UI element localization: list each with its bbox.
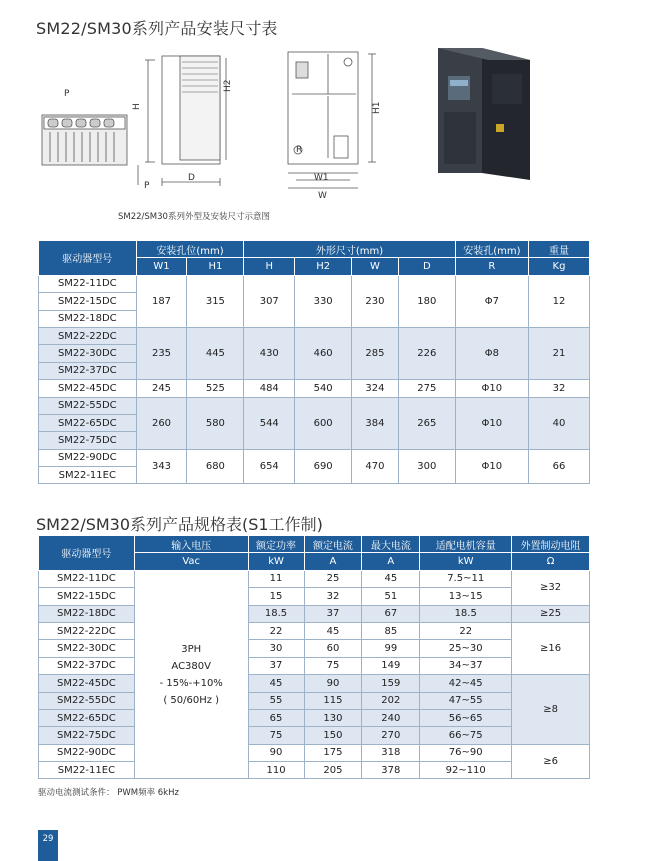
value-cell: 21 bbox=[528, 327, 589, 379]
value-cell: 445 bbox=[187, 327, 244, 379]
current-cell: 150 bbox=[304, 727, 362, 744]
value-cell: 235 bbox=[136, 327, 187, 379]
header-d: D bbox=[398, 258, 455, 275]
value-cell: 540 bbox=[295, 380, 352, 397]
header-hole: 安装孔(mm) bbox=[455, 241, 528, 258]
top-view bbox=[42, 115, 127, 165]
spec-table-body bbox=[39, 570, 590, 779]
table-row bbox=[39, 588, 590, 605]
value-cell: 580 bbox=[187, 397, 244, 449]
voltage-line: - 15%-+10% bbox=[159, 677, 223, 689]
current-cell: 25 bbox=[304, 570, 362, 587]
model-cell: SM22-37DC bbox=[39, 362, 137, 379]
current-cell: 130 bbox=[304, 709, 362, 726]
product-photo bbox=[438, 48, 530, 180]
current-cell: 60 bbox=[304, 640, 362, 657]
table-row bbox=[39, 762, 590, 779]
table-row bbox=[39, 397, 590, 414]
header-kg: Kg bbox=[528, 258, 589, 275]
power-cell: 15 bbox=[248, 588, 304, 605]
max-current-cell: 85 bbox=[362, 622, 420, 639]
value-cell: 600 bbox=[295, 397, 352, 449]
side-view bbox=[138, 56, 226, 186]
table-row bbox=[39, 692, 590, 709]
brake-cell: ≥16 bbox=[512, 622, 590, 674]
model-cell: SM22-30DC bbox=[39, 345, 137, 362]
model-cell: SM22-11EC bbox=[39, 467, 137, 484]
front-view bbox=[288, 52, 376, 188]
page-title: SM22/SM30系列产品安装尺寸表 bbox=[36, 19, 278, 38]
motor-cell: 7.5~11 bbox=[420, 570, 512, 587]
motor-cell: 66~75 bbox=[420, 727, 512, 744]
model-cell: SM22-90DC bbox=[39, 449, 137, 466]
header-brake: 外置制动电阻 bbox=[512, 536, 590, 553]
dimension-drawing bbox=[30, 40, 630, 215]
model-cell: SM22-15DC bbox=[39, 293, 137, 310]
model-cell: SM22-22DC bbox=[39, 327, 137, 344]
brake-cell: ≥25 bbox=[512, 605, 590, 622]
motor-cell: 76~90 bbox=[420, 744, 512, 761]
table-row bbox=[39, 605, 590, 622]
value-cell: Φ8 bbox=[455, 327, 528, 379]
motor-cell: 42~45 bbox=[420, 675, 512, 692]
model-cell: SM22-45DC bbox=[39, 380, 137, 397]
current-cell: 115 bbox=[304, 692, 362, 709]
header-ohm: Ω bbox=[512, 553, 590, 570]
header-r: R bbox=[455, 258, 528, 275]
model-cell: SM22-75DC bbox=[39, 727, 135, 744]
value-cell: 384 bbox=[352, 397, 399, 449]
model-cell: SM22-55DC bbox=[39, 397, 137, 414]
max-current-cell: 240 bbox=[362, 709, 420, 726]
model-cell: SM22-75DC bbox=[39, 432, 137, 449]
table-row bbox=[39, 327, 590, 344]
header-model: 驱动器型号 bbox=[39, 241, 137, 276]
model-cell: SM22-11DC bbox=[39, 275, 137, 292]
voltage-line: ( 50/60Hz ) bbox=[163, 694, 220, 706]
value-cell: Φ10 bbox=[455, 449, 528, 484]
model-cell: SM22-90DC bbox=[39, 744, 135, 761]
header-current: 额定电流 bbox=[304, 536, 362, 553]
motor-cell: 47~55 bbox=[420, 692, 512, 709]
brake-cell: ≥6 bbox=[512, 744, 590, 779]
power-cell: 110 bbox=[248, 762, 304, 779]
value-cell: 690 bbox=[295, 449, 352, 484]
label-h2: H2 bbox=[223, 79, 233, 92]
label-h1: H1 bbox=[372, 101, 382, 114]
model-cell: SM22-15DC bbox=[39, 588, 135, 605]
value-cell: 265 bbox=[398, 397, 455, 449]
model-cell: SM22-30DC bbox=[39, 640, 135, 657]
table-row bbox=[39, 744, 590, 761]
header-motor-kw: kW bbox=[420, 553, 512, 570]
power-cell: 55 bbox=[248, 692, 304, 709]
label-p-bottom: P bbox=[144, 181, 150, 191]
label-d: D bbox=[188, 173, 195, 183]
model-cell: SM22-65DC bbox=[39, 709, 135, 726]
max-current-cell: 67 bbox=[362, 605, 420, 622]
voltage-line: AC380V bbox=[171, 660, 211, 672]
header-kw: kW bbox=[248, 553, 304, 570]
install-table-body bbox=[39, 275, 590, 484]
max-current-cell: 270 bbox=[362, 727, 420, 744]
value-cell: 315 bbox=[187, 275, 244, 327]
table-row bbox=[39, 727, 590, 744]
model-cell: SM22-11EC bbox=[39, 762, 135, 779]
table-row bbox=[39, 675, 590, 692]
value-cell: 12 bbox=[528, 275, 589, 327]
value-cell: 324 bbox=[352, 380, 399, 397]
model-cell: SM22-18DC bbox=[39, 310, 137, 327]
header-a: A bbox=[304, 553, 362, 570]
figure-caption: SM22/SM30系列外型及安装尺寸示意图 bbox=[118, 212, 270, 222]
power-cell: 18.5 bbox=[248, 605, 304, 622]
motor-cell: 22 bbox=[420, 622, 512, 639]
model-cell: SM22-55DC bbox=[39, 692, 135, 709]
model-cell: SM22-18DC bbox=[39, 605, 135, 622]
value-cell: 40 bbox=[528, 397, 589, 449]
brake-cell: ≥8 bbox=[512, 675, 590, 745]
label-w1: W1 bbox=[314, 173, 329, 183]
value-cell: 187 bbox=[136, 275, 187, 327]
motor-cell: 13~15 bbox=[420, 588, 512, 605]
header-max-current: 最大电流 bbox=[362, 536, 420, 553]
header-outer: 外形尺寸(mm) bbox=[244, 241, 455, 258]
header-h: H bbox=[244, 258, 295, 275]
label-r: R bbox=[296, 145, 303, 155]
max-current-cell: 51 bbox=[362, 588, 420, 605]
table-row bbox=[39, 275, 590, 292]
current-cell: 90 bbox=[304, 675, 362, 692]
table-row bbox=[39, 622, 590, 639]
header-mount: 安装孔位(mm) bbox=[136, 241, 244, 258]
table-row bbox=[39, 657, 590, 674]
power-cell: 90 bbox=[248, 744, 304, 761]
model-cell: SM22-45DC bbox=[39, 675, 135, 692]
test-condition-note: 驱动电流测试条件： PWM频率 6kHz bbox=[38, 788, 179, 798]
power-cell: 75 bbox=[248, 727, 304, 744]
value-cell: 544 bbox=[244, 397, 295, 449]
motor-cell: 56~65 bbox=[420, 709, 512, 726]
max-current-cell: 378 bbox=[362, 762, 420, 779]
spec-title: SM22/SM30系列产品规格表(S1工作制) bbox=[36, 515, 323, 534]
value-cell: 460 bbox=[295, 327, 352, 379]
label-p-top: P bbox=[64, 89, 70, 99]
value-cell: 275 bbox=[398, 380, 455, 397]
value-cell: 654 bbox=[244, 449, 295, 484]
voltage-cell bbox=[134, 570, 248, 779]
table-row bbox=[39, 380, 590, 397]
current-cell: 45 bbox=[304, 622, 362, 639]
header-model: 驱动器型号 bbox=[39, 536, 135, 571]
max-current-cell: 159 bbox=[362, 675, 420, 692]
power-cell: 11 bbox=[248, 570, 304, 587]
max-current-cell: 45 bbox=[362, 570, 420, 587]
page-number: 29 bbox=[38, 830, 58, 861]
header-weight: 重量 bbox=[528, 241, 589, 258]
value-cell: 32 bbox=[528, 380, 589, 397]
value-cell: 430 bbox=[244, 327, 295, 379]
model-cell: SM22-22DC bbox=[39, 622, 135, 639]
current-cell: 205 bbox=[304, 762, 362, 779]
current-cell: 175 bbox=[304, 744, 362, 761]
model-cell: SM22-11DC bbox=[39, 570, 135, 587]
header-a-max: A bbox=[362, 553, 420, 570]
value-cell: 285 bbox=[352, 327, 399, 379]
current-cell: 32 bbox=[304, 588, 362, 605]
power-cell: 37 bbox=[248, 657, 304, 674]
power-cell: 22 bbox=[248, 622, 304, 639]
value-cell: 343 bbox=[136, 449, 187, 484]
brake-cell: ≥32 bbox=[512, 570, 590, 605]
max-current-cell: 318 bbox=[362, 744, 420, 761]
value-cell: 525 bbox=[187, 380, 244, 397]
header-motor: 适配电机容量 bbox=[420, 536, 512, 553]
value-cell: 300 bbox=[398, 449, 455, 484]
header-w1: W1 bbox=[136, 258, 187, 275]
value-cell: 180 bbox=[398, 275, 455, 327]
motor-cell: 25~30 bbox=[420, 640, 512, 657]
value-cell: Φ7 bbox=[455, 275, 528, 327]
value-cell: 260 bbox=[136, 397, 187, 449]
dimension-figure bbox=[30, 40, 630, 215]
header-w: W bbox=[352, 258, 399, 275]
power-cell: 45 bbox=[248, 675, 304, 692]
header-voltage: 输入电压 bbox=[134, 536, 248, 553]
max-current-cell: 149 bbox=[362, 657, 420, 674]
value-cell: 484 bbox=[244, 380, 295, 397]
current-cell: 75 bbox=[304, 657, 362, 674]
max-current-cell: 202 bbox=[362, 692, 420, 709]
power-cell: 65 bbox=[248, 709, 304, 726]
model-cell: SM22-37DC bbox=[39, 657, 135, 674]
value-cell: 330 bbox=[295, 275, 352, 327]
motor-cell: 92~110 bbox=[420, 762, 512, 779]
value-cell: 66 bbox=[528, 449, 589, 484]
table-row bbox=[39, 640, 590, 657]
current-cell: 37 bbox=[304, 605, 362, 622]
header-h2: H2 bbox=[295, 258, 352, 275]
value-cell: Φ10 bbox=[455, 380, 528, 397]
value-cell: 245 bbox=[136, 380, 187, 397]
table-row bbox=[39, 570, 590, 587]
max-current-cell: 99 bbox=[362, 640, 420, 657]
label-h: H bbox=[132, 103, 142, 110]
label-w: W bbox=[318, 191, 327, 201]
header-power: 额定功率 bbox=[248, 536, 304, 553]
install-dimension-table bbox=[38, 240, 590, 484]
value-cell: 680 bbox=[187, 449, 244, 484]
motor-cell: 34~37 bbox=[420, 657, 512, 674]
value-cell: 226 bbox=[398, 327, 455, 379]
value-cell: 470 bbox=[352, 449, 399, 484]
value-cell: 230 bbox=[352, 275, 399, 327]
power-cell: 30 bbox=[248, 640, 304, 657]
value-cell: Φ10 bbox=[455, 397, 528, 449]
header-vac: Vac bbox=[134, 553, 248, 570]
table-row bbox=[39, 709, 590, 726]
voltage-line: 3PH bbox=[181, 643, 202, 655]
value-cell: 307 bbox=[244, 275, 295, 327]
spec-table bbox=[38, 535, 590, 779]
header-h1: H1 bbox=[187, 258, 244, 275]
table-row bbox=[39, 449, 590, 466]
model-cell: SM22-65DC bbox=[39, 414, 137, 431]
motor-cell: 18.5 bbox=[420, 605, 512, 622]
